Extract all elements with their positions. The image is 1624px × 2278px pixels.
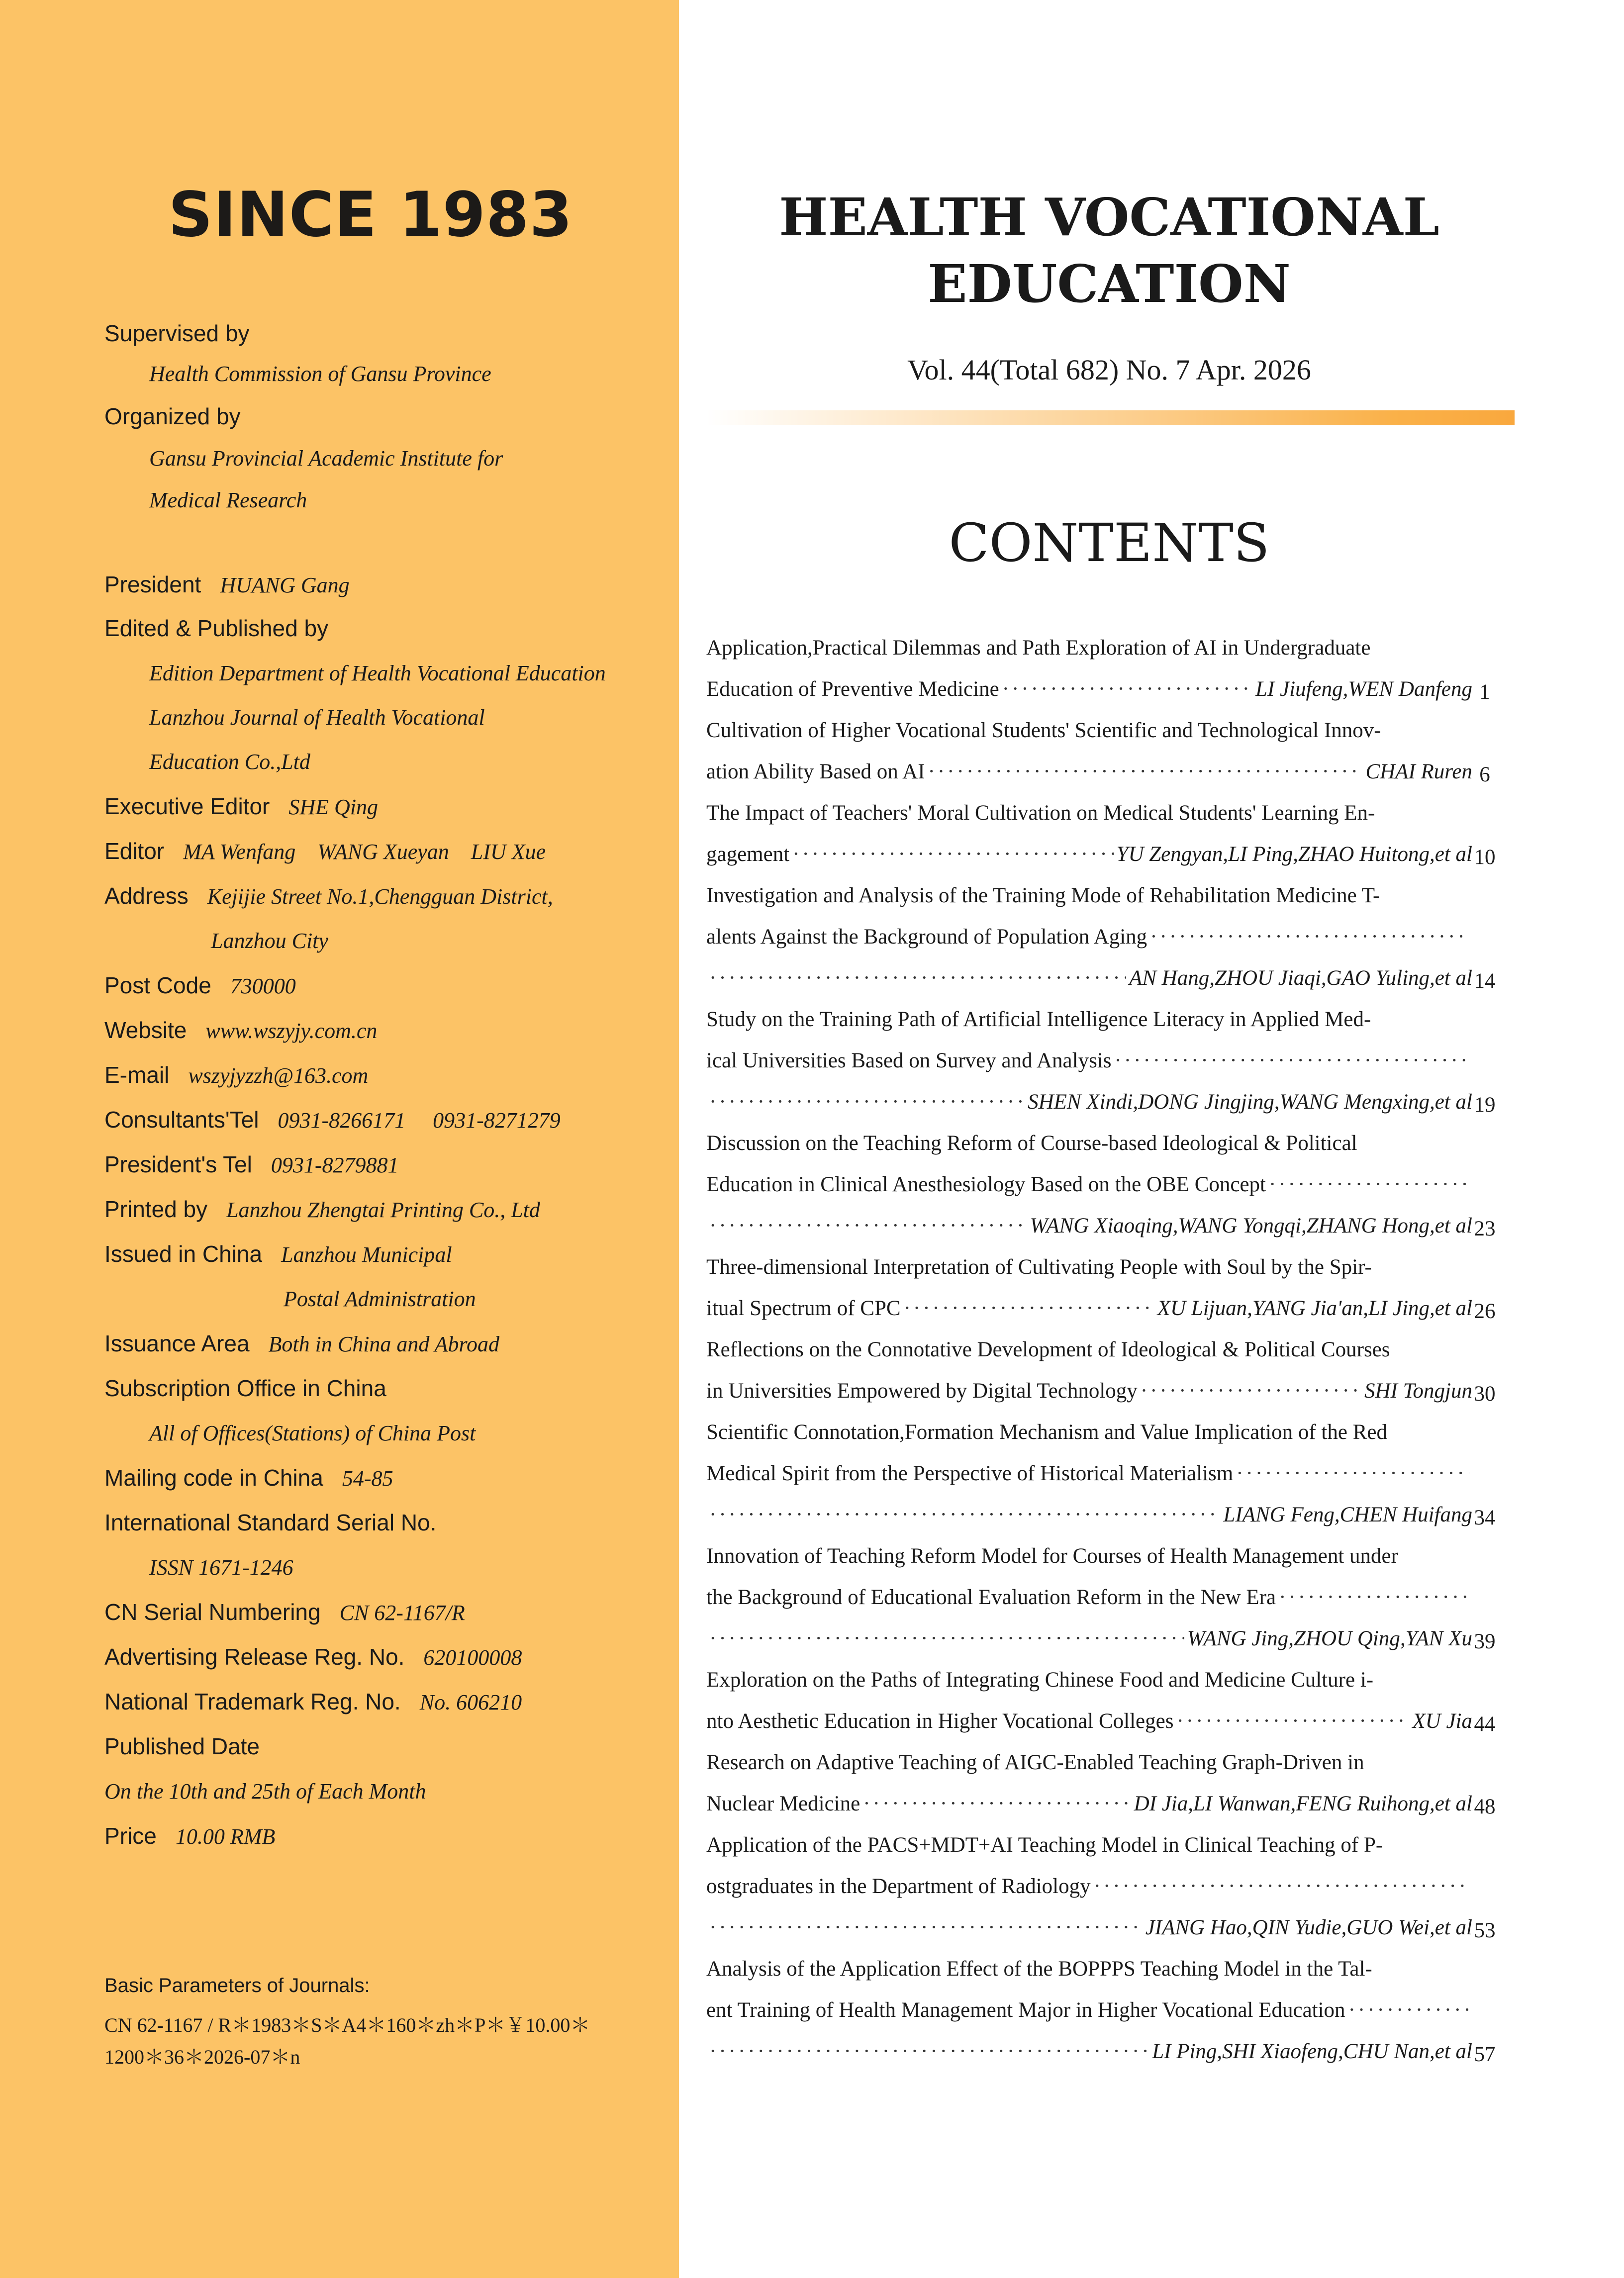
contents-heading: CONTENTS: [949, 512, 1270, 573]
edited-label: Edited & Published by: [104, 615, 329, 641]
toc-author: WANG Xiaoqing,WANG Yongqi,ZHANG Hong,et al: [1030, 1214, 1472, 1237]
printed-value: Lanzhou Zhengtai Printing Co., Ltd: [226, 1198, 540, 1222]
toc-title: Analysis of the Application Effect of the BOPPPS Teaching Model in the Tal-: [706, 1957, 1372, 1981]
consultants-tel-value: 0931-8266171 0931-8271279: [278, 1108, 561, 1133]
toc-page-number: 10: [1474, 846, 1496, 869]
leader-dots: [709, 1090, 1025, 1114]
toc-line[interactable]: [706, 1007, 1472, 1038]
toc-title: The Impact of Teachers' Moral Cultivation on Medical Students' Learning En-: [706, 801, 1375, 825]
address-value: Kejijie Street No.1,Chengguan District,: [207, 884, 553, 909]
toc-author: CHAI Ruren: [1365, 760, 1472, 783]
mailing-value: 54-85: [342, 1466, 393, 1491]
toc-line[interactable]: [706, 1461, 1472, 1492]
email-row: [104, 1061, 368, 1088]
price-label: Price: [104, 1823, 157, 1849]
address-label: Address: [104, 883, 189, 909]
leader-dots: [863, 1792, 1131, 1816]
exec-editor-row: [104, 793, 378, 820]
toc-page-number: 44: [1474, 1712, 1496, 1736]
toc-author: DI Jia,LI Wanwan,FENG Ruihong,et al: [1134, 1792, 1472, 1815]
edited-value-cont-1: Lanzhou Journal of Health Vocational: [149, 705, 485, 730]
organized-value-cont: Medical Research: [149, 488, 307, 512]
toc-title: alents Against the Background of Population Aging: [706, 925, 1147, 949]
toc-page-number: 1: [1479, 680, 1490, 704]
printed-row: [104, 1196, 540, 1223]
website-value: www.wszyjy.com.cn: [205, 1019, 378, 1043]
toc-author: XU Jia: [1412, 1709, 1472, 1733]
toc-title: Discussion on the Teaching Reform of Course-based Ideological & Political: [706, 1132, 1357, 1155]
mailing-row: [104, 1464, 393, 1491]
issuance-value: Both in China and Abroad: [268, 1332, 500, 1356]
leader-dots: [904, 1296, 1154, 1321]
toc-title: Research on Adaptive Teaching of AIGC-Enabled Teaching Graph-Driven in: [706, 1751, 1364, 1774]
toc-line[interactable]: [706, 1833, 1472, 1864]
toc-line[interactable]: [706, 1874, 1472, 1905]
toc-title: ical Universities Based on Survey and Analysis: [706, 1049, 1112, 1072]
toc-title: Innovation of Teaching Reform Model for Courses of Health Management under: [706, 1544, 1398, 1568]
trademark-label: National Trademark Reg. No.: [104, 1689, 401, 1714]
trademark-value: No. 606210: [419, 1690, 522, 1714]
toc-page-number: 57: [1474, 2043, 1496, 2066]
toc-page-number: 19: [1474, 1093, 1496, 1117]
toc-page-number: 48: [1474, 1795, 1496, 1818]
toc-title: Nuclear Medicine: [706, 1792, 860, 1815]
leader-dots: [1269, 1172, 1469, 1197]
toc-title: Reflections on the Connotative Development of Ideological & Political Courses: [706, 1338, 1390, 1361]
cn-value: CN 62-1167/R: [339, 1601, 465, 1625]
leader-dots: [709, 1626, 1184, 1651]
issuance-label: Issuance Area: [104, 1330, 250, 1356]
toc-author: AN Hang,ZHOU Jiaqi,GAO Yuling,et al: [1129, 966, 1472, 990]
toc-page-number: 53: [1474, 1919, 1496, 1942]
cn-label: CN Serial Numbering: [104, 1599, 321, 1625]
issn-label: International Standard Serial No.: [104, 1510, 437, 1535]
toc-title: ation Ability Based on AI: [706, 760, 925, 783]
toc-author: JIANG Hao,QIN Yudie,GUO Wei,et al: [1145, 1916, 1472, 1939]
basic-params-value-cont: 1200＊36＊2026-07＊n: [104, 2046, 300, 2068]
leader-dots: [792, 842, 1113, 866]
basic-params-value: CN 62-1167 / R＊1983＊S＊A4＊160＊zh＊P＊￥10.00＊: [104, 2014, 590, 2036]
toc-line[interactable]: [706, 718, 1472, 749]
leader-dots: [709, 1915, 1143, 1940]
leader-dots: [1176, 1709, 1409, 1733]
price-row: [104, 1822, 275, 1849]
published-label: Published Date: [104, 1733, 260, 1759]
leader-dots: [1002, 677, 1252, 701]
toc-line[interactable]: [706, 1792, 1472, 1822]
email-label: E-mail: [104, 1062, 170, 1088]
leader-dots: [1114, 1048, 1469, 1073]
toc-line[interactable]: [706, 1090, 1472, 1121]
toc-line[interactable]: [706, 925, 1472, 955]
toc-title: Scientific Connotation,Formation Mechanism and Value Implication of the Red: [706, 1421, 1387, 1444]
toc-title: itual Spectrum of CPC: [706, 1297, 901, 1320]
toc-author: SHI Tongjun: [1364, 1379, 1472, 1403]
leader-dots: [1279, 1585, 1469, 1610]
supervised-label: Supervised by: [104, 320, 250, 346]
toc-page-number: 34: [1474, 1506, 1496, 1529]
issuance-row: [104, 1330, 499, 1357]
mailing-label: Mailing code in China: [104, 1465, 323, 1491]
toc-title: Exploration on the Paths of Integrating Chinese Food and Medicine Culture i-: [706, 1668, 1374, 1692]
subscription-value: All of Offices(Stations) of China Post: [149, 1421, 476, 1445]
masthead-sidebar: [0, 0, 679, 2278]
toc-line[interactable]: [706, 966, 1472, 997]
toc-title: ent Training of Health Management Major in Higher Vocational Education: [706, 1998, 1345, 2022]
president-value: HUANG Gang: [220, 573, 350, 597]
toc-line[interactable]: [706, 1915, 1472, 1946]
toc-line[interactable]: [706, 1172, 1472, 1203]
edited-value: Edition Department of Health Vocational Education: [149, 661, 606, 685]
toc-line[interactable]: [706, 1296, 1472, 1327]
toc-line[interactable]: [706, 2039, 1472, 2070]
toc-title: in Universities Empowered by Digital Technology: [706, 1379, 1138, 1403]
toc-page-number: 26: [1474, 1300, 1496, 1323]
leader-dots: [709, 1503, 1221, 1527]
issn-value: ISSN 1671-1246: [149, 1555, 293, 1580]
issued-value: Lanzhou Municipal: [281, 1242, 452, 1267]
volume-issue: Vol. 44(Total 682) No. 7 Apr. 2026: [907, 354, 1311, 386]
presidents-tel-row: [104, 1151, 399, 1178]
printed-label: Printed by: [104, 1196, 208, 1222]
leader-dots: [709, 1214, 1027, 1238]
toc-line[interactable]: [706, 1668, 1472, 1699]
toc-line[interactable]: [706, 1503, 1472, 1533]
toc-line[interactable]: [706, 1131, 1472, 1162]
postcode-label: Post Code: [104, 972, 211, 998]
toc-line[interactable]: [706, 1337, 1472, 1368]
issued-label: Issued in China: [104, 1241, 263, 1267]
ad-reg-label: Advertising Release Reg. No.: [104, 1644, 405, 1670]
toc-line[interactable]: [706, 1750, 1472, 1781]
ad-reg-value: 620100008: [423, 1645, 522, 1670]
toc-author: YU Zengyan,LI Ping,ZHAO Huitong,et al: [1116, 843, 1472, 866]
issued-value-cont: Postal Administration: [284, 1287, 476, 1311]
consultants-tel-label: Consultants'Tel: [104, 1107, 259, 1133]
president-label: President: [104, 571, 201, 597]
presidents-tel-label: President's Tel: [104, 1151, 252, 1177]
toc-author: XU Lijuan,YANG Jia'an,LI Jing,et al: [1157, 1297, 1472, 1320]
toc-author: SHEN Xindi,DONG Jingjing,WANG Mengxing,et al: [1028, 1090, 1472, 1114]
edited-value-cont-2: Education Co.,Ltd: [149, 750, 310, 774]
toc-line[interactable]: [706, 883, 1472, 914]
toc-title: gagement: [706, 843, 790, 866]
leader-dots: [1348, 1998, 1469, 2022]
toc-title: Education of Preventive Medicine: [706, 677, 999, 701]
toc-title: Medical Spirit from the Perspective of Historical Materialism: [706, 1462, 1234, 1485]
toc-line[interactable]: [706, 1709, 1472, 1740]
toc-line[interactable]: [706, 1544, 1472, 1575]
address-value-cont: Lanzhou City: [211, 929, 328, 953]
since-year-heading: SINCE 1983: [168, 179, 573, 251]
toc-title: ostgraduates in the Department of Radiology: [706, 1875, 1091, 1898]
basic-params-label: Basic Parameters of Journals:: [104, 1975, 370, 1996]
toc-line[interactable]: [706, 759, 1472, 790]
toc-page-number: 39: [1474, 1630, 1496, 1653]
toc-author: WANG Jing,ZHOU Qing,YAN Xu: [1187, 1627, 1472, 1650]
toc-page-number: 6: [1479, 763, 1490, 786]
subscription-label: Subscription Office in China: [104, 1375, 386, 1401]
toc-line[interactable]: [706, 1255, 1472, 1286]
exec-editor-value: SHE Qing: [288, 795, 379, 819]
published-value: On the 10th and 25th of Each Month: [104, 1779, 426, 1803]
address-row: [104, 882, 553, 909]
toc-title: Application,Practical Dilemmas and Path Exploration of AI in Undergraduate: [706, 636, 1371, 660]
postcode-row: [104, 972, 296, 999]
supervised-value: Health Commission of Gansu Province: [149, 362, 491, 386]
toc-author: LI Jiufeng,WEN Danfeng: [1255, 677, 1472, 701]
postcode-value: 730000: [230, 974, 296, 998]
website-label: Website: [104, 1017, 187, 1043]
toc-title: Three-dimensional Interpretation of Cultivating People with Soul by the Spir-: [706, 1255, 1372, 1279]
gradient-divider: [706, 410, 1515, 425]
toc-page-number: 30: [1474, 1382, 1496, 1406]
presidents-tel-value: 0931-8279881: [271, 1153, 399, 1177]
toc-line[interactable]: [706, 1048, 1472, 1079]
toc-author: LIANG Feng,CHEN Huifang: [1223, 1503, 1472, 1526]
toc-line[interactable]: [706, 1379, 1472, 1410]
leader-dots: [1150, 925, 1469, 949]
price-value: 10.00 RMB: [175, 1824, 276, 1849]
toc-title: the Background of Educational Evaluation Reform in the New Era: [706, 1586, 1276, 1609]
leader-dots: [709, 966, 1126, 990]
toc-title: Study on the Training Path of Artificial Intelligence Literacy in Applied Med-: [706, 1008, 1371, 1031]
cn-row: [104, 1599, 465, 1625]
toc-title: nto Aesthetic Education in Higher Vocational Colleges: [706, 1709, 1174, 1733]
toc-page-number: 14: [1474, 969, 1496, 993]
toc-line[interactable]: [706, 1585, 1472, 1616]
toc-line[interactable]: [706, 1214, 1472, 1244]
issued-row: [104, 1240, 452, 1267]
toc-title: Investigation and Analysis of the Training Mode of Rehabilitation Medicine T-: [706, 884, 1380, 907]
toc-line[interactable]: [706, 636, 1472, 666]
toc-title: Application of the PACS+MDT+AI Teaching Model in Clinical Teaching of P-: [706, 1833, 1383, 1857]
president-row: [104, 571, 350, 598]
ad-reg-row: [104, 1643, 522, 1670]
toc-line[interactable]: [706, 842, 1472, 873]
toc-line[interactable]: [706, 1420, 1472, 1451]
website-row: [104, 1017, 377, 1044]
toc-author: LI Ping,SHI Xiaofeng,CHU Nan,et al: [1152, 2040, 1472, 2063]
email-value: wszyjyzzh@163.com: [188, 1063, 369, 1088]
editor-value: MA Wenfang WANG Xueyan LIU Xue: [183, 840, 546, 864]
toc-line[interactable]: [706, 1998, 1472, 2029]
organized-label: Organized by: [104, 403, 241, 429]
toc-title: Cultivation of Higher Vocational Students' Scientific and Technological Innov-: [706, 719, 1381, 742]
toc-line[interactable]: [706, 1626, 1472, 1657]
trademark-row: [104, 1688, 522, 1715]
leader-dots: [709, 2039, 1149, 2064]
leader-dots: [1236, 1461, 1469, 1486]
journal-title: HEALTH VOCATIONAL: [779, 187, 1439, 248]
exec-editor-label: Executive Editor: [104, 793, 270, 819]
toc-page-number: 23: [1474, 1217, 1496, 1240]
toc-title: Education in Clinical Anesthesiology Based on the OBE Concept: [706, 1173, 1266, 1196]
journal-title-cont: EDUCATION: [928, 253, 1291, 314]
leader-dots: [1141, 1379, 1361, 1403]
toc-line[interactable]: [706, 677, 1472, 708]
toc-line[interactable]: [706, 1957, 1472, 1988]
leader-dots: [928, 759, 1363, 784]
editor-row: [104, 838, 546, 864]
organized-value: Gansu Provincial Academic Institute for: [149, 446, 503, 471]
editor-label: Editor: [104, 838, 165, 864]
leader-dots: [1094, 1874, 1469, 1898]
consultants-tel-row: [104, 1106, 561, 1133]
toc-line[interactable]: [706, 801, 1472, 832]
